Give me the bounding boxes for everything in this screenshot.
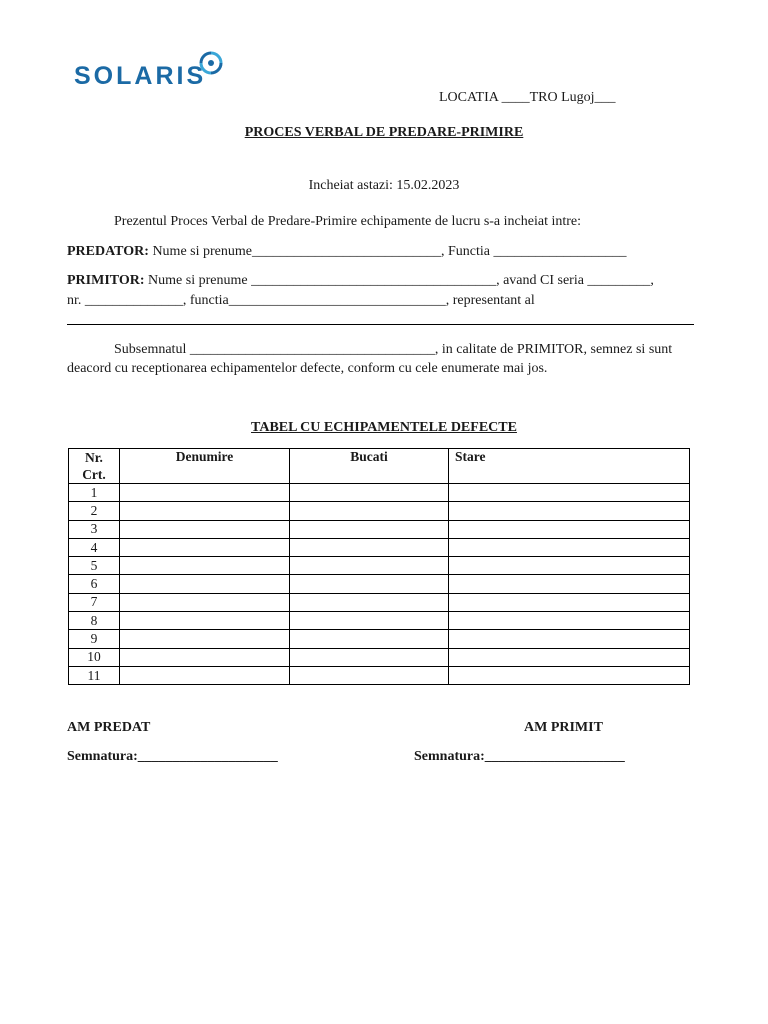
table-title: TABEL CU ECHIPAMENTELE DEFECTE [251, 420, 517, 435]
row-number: 8 [69, 612, 120, 630]
row-number: 3 [69, 520, 120, 538]
row-number: 5 [69, 557, 120, 575]
stare-cell [449, 520, 690, 538]
row-number: 10 [69, 648, 120, 666]
bucati-cell [290, 612, 449, 630]
blank-rule [67, 324, 694, 325]
denumire-cell [120, 630, 290, 648]
am-primit-label: AM PRIMIT [524, 720, 603, 735]
table-row [69, 630, 690, 648]
signature-line-right: Semnatura:____________________ [414, 749, 625, 764]
row-number: 7 [69, 593, 120, 611]
predator-label: PREDATOR: [67, 244, 149, 259]
subsemnatul-line-1 [114, 342, 672, 358]
bucati-cell [290, 538, 449, 556]
denumire-cell [120, 484, 290, 502]
row-number: 9 [69, 630, 120, 648]
row-number: 1 [69, 484, 120, 502]
stare-cell [449, 666, 690, 684]
table-row [69, 520, 690, 538]
header-denumire: Denumire [120, 449, 290, 484]
equipment-table [68, 448, 690, 685]
table-row [69, 557, 690, 575]
table-row [69, 484, 690, 502]
table-row [69, 612, 690, 630]
bucati-cell [290, 557, 449, 575]
table-row [69, 575, 690, 593]
bucati-cell [290, 502, 449, 520]
bucati-cell [290, 630, 449, 648]
table-row [69, 593, 690, 611]
document-title: PROCES VERBAL DE PREDARE-PRIMIRE [244, 125, 524, 140]
stare-cell [449, 557, 690, 575]
subsemnatul-rest: ___________________________________, in calitate de PRIMITOR, semnez si sunt [189, 342, 673, 357]
bucati-cell [290, 575, 449, 593]
intro-paragraph: Prezentul Proces Verbal de Predare-Primire echipamente de lucru s-a incheiat intre: [114, 214, 581, 229]
header-stare: Stare [449, 449, 690, 484]
stare-cell [449, 502, 690, 520]
denumire-cell [120, 648, 290, 666]
bucati-cell [290, 484, 449, 502]
date-line: Incheiat astazi: 15.02.2023 [308, 178, 460, 193]
predator-fields: Nume si prenume___________________________, Functia ___________________ [152, 244, 627, 259]
bucati-cell [290, 593, 449, 611]
table-row [69, 502, 690, 520]
location-line: LOCATIA ____TRO Lugoj___ [439, 90, 616, 105]
stare-cell [449, 538, 690, 556]
company-logo: SOLARIS [74, 62, 207, 90]
stare-cell [449, 648, 690, 666]
denumire-cell [120, 593, 290, 611]
primitor-line-2: nr. ______________, functia_______________________________, representant al [67, 293, 535, 308]
denumire-cell [120, 538, 290, 556]
predator-line [67, 244, 626, 260]
denumire-cell [120, 557, 290, 575]
denumire-cell [120, 612, 290, 630]
stare-cell [449, 612, 690, 630]
denumire-cell [120, 502, 290, 520]
primitor-fields: Nume si prenume ___________________________________, avand CI seria _________, [148, 273, 654, 288]
signature-line-left: Semnatura:____________________ [67, 749, 278, 764]
denumire-cell [120, 666, 290, 684]
table-row [69, 648, 690, 666]
stare-cell [449, 593, 690, 611]
bucati-cell [290, 520, 449, 538]
bucati-cell [290, 666, 449, 684]
stare-cell [449, 630, 690, 648]
row-number: 11 [69, 666, 120, 684]
row-number: 6 [69, 575, 120, 593]
stare-cell [449, 575, 690, 593]
header-bucati: Bucati [290, 449, 449, 484]
am-predat-label: AM PREDAT [67, 720, 151, 735]
stare-cell [449, 484, 690, 502]
denumire-cell [120, 520, 290, 538]
row-number: 4 [69, 538, 120, 556]
primitor-label: PRIMITOR: [67, 273, 145, 288]
table-row [69, 666, 690, 684]
denumire-cell [120, 575, 290, 593]
subsemnatul-line-2: deacord cu receptionarea echipamentelor defecte, conform cu cele enumerate mai jos. [67, 361, 548, 376]
primitor-line [67, 273, 654, 289]
header-nr-crt: Nr. Crt. [69, 449, 120, 484]
bucati-cell [290, 648, 449, 666]
subsemnatul-word: Subsemnatul [114, 342, 187, 357]
row-number: 2 [69, 502, 120, 520]
logo-swirl-icon [198, 50, 224, 76]
table-header-row [69, 449, 690, 484]
table-row [69, 538, 690, 556]
